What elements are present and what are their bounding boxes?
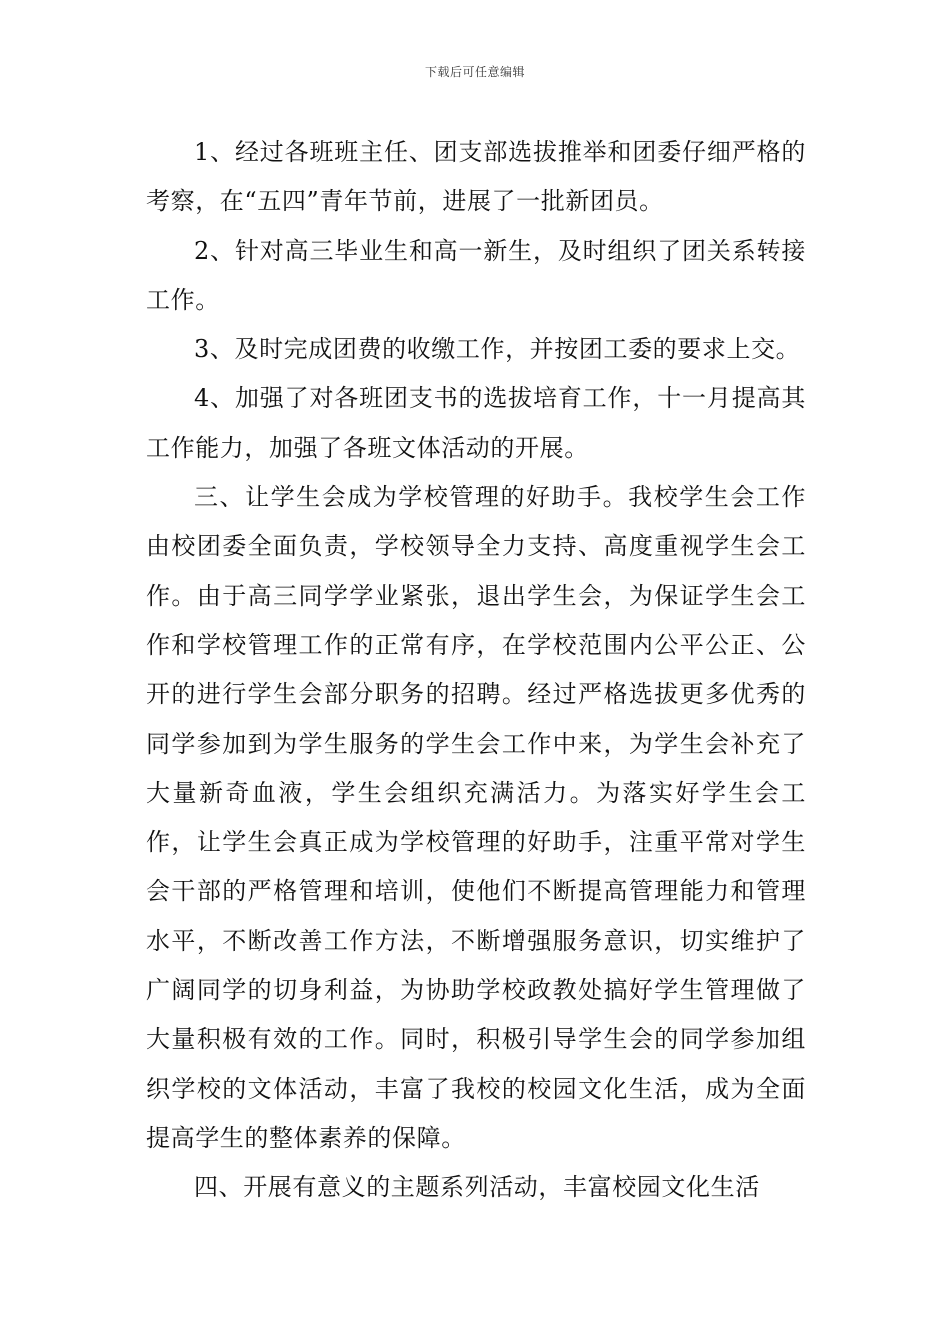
paragraph-4: 4、加强了对各班团支书的选拔培育工作，十一月提高其工作能力，加强了各班文体活动的开展。 xyxy=(146,384,806,462)
paragraph-1: 1、经过各班班主任、团支部选拔推举和团委仔细严格的考察，在“五四”青年节前，进展了一批新团员。 xyxy=(146,138,806,216)
paragraph-3: 3、及时完成团费的收缴工作，并按团工委的要求上交。 xyxy=(194,335,801,364)
paragraph-6: 四、开展有意义的主题系列活动，丰富校园文化生活 xyxy=(194,1173,760,1202)
page-header: 下载后可任意编辑 xyxy=(424,65,525,79)
document-body xyxy=(146,128,806,1213)
paragraph-5: 三、让学生会成为学校管理的好助手。我校学生会工作由校团委全面负责，学校领导全力支持、高度重视学生会工作。由于高三同学学业紧张，退出学生会，为保证学生会工作和学校管理工作的正常有序，在学校范围内公平公正、公开的进行学生会部分职务的招聘。经过严格选拔更多优秀的同学参加到为学生服务的学生会工作中来，为学生会补充了大量新奇血液，学生会组织充满活力。为落实好学生会工作，让学生会真正成为学校管理的好助手，注重平常对学生会干部的严格管理和培训，使他们不断提高管理能力和管理水平，不断改善工作方法，不断增强服务意识，切实维护了广阔同学的切身利益，为协助学校政教处搞好学生管理做了大量积极有效的工作。同时，积极引导学生会的同学参加组织学校的文体活动，丰富了我校的校园文化生活，成为全面提高学生的整体素养的保障。 xyxy=(146,483,806,1152)
paragraph-2: 2、针对高三毕业生和高一新生，及时组织了团关系转接工作。 xyxy=(146,236,806,314)
